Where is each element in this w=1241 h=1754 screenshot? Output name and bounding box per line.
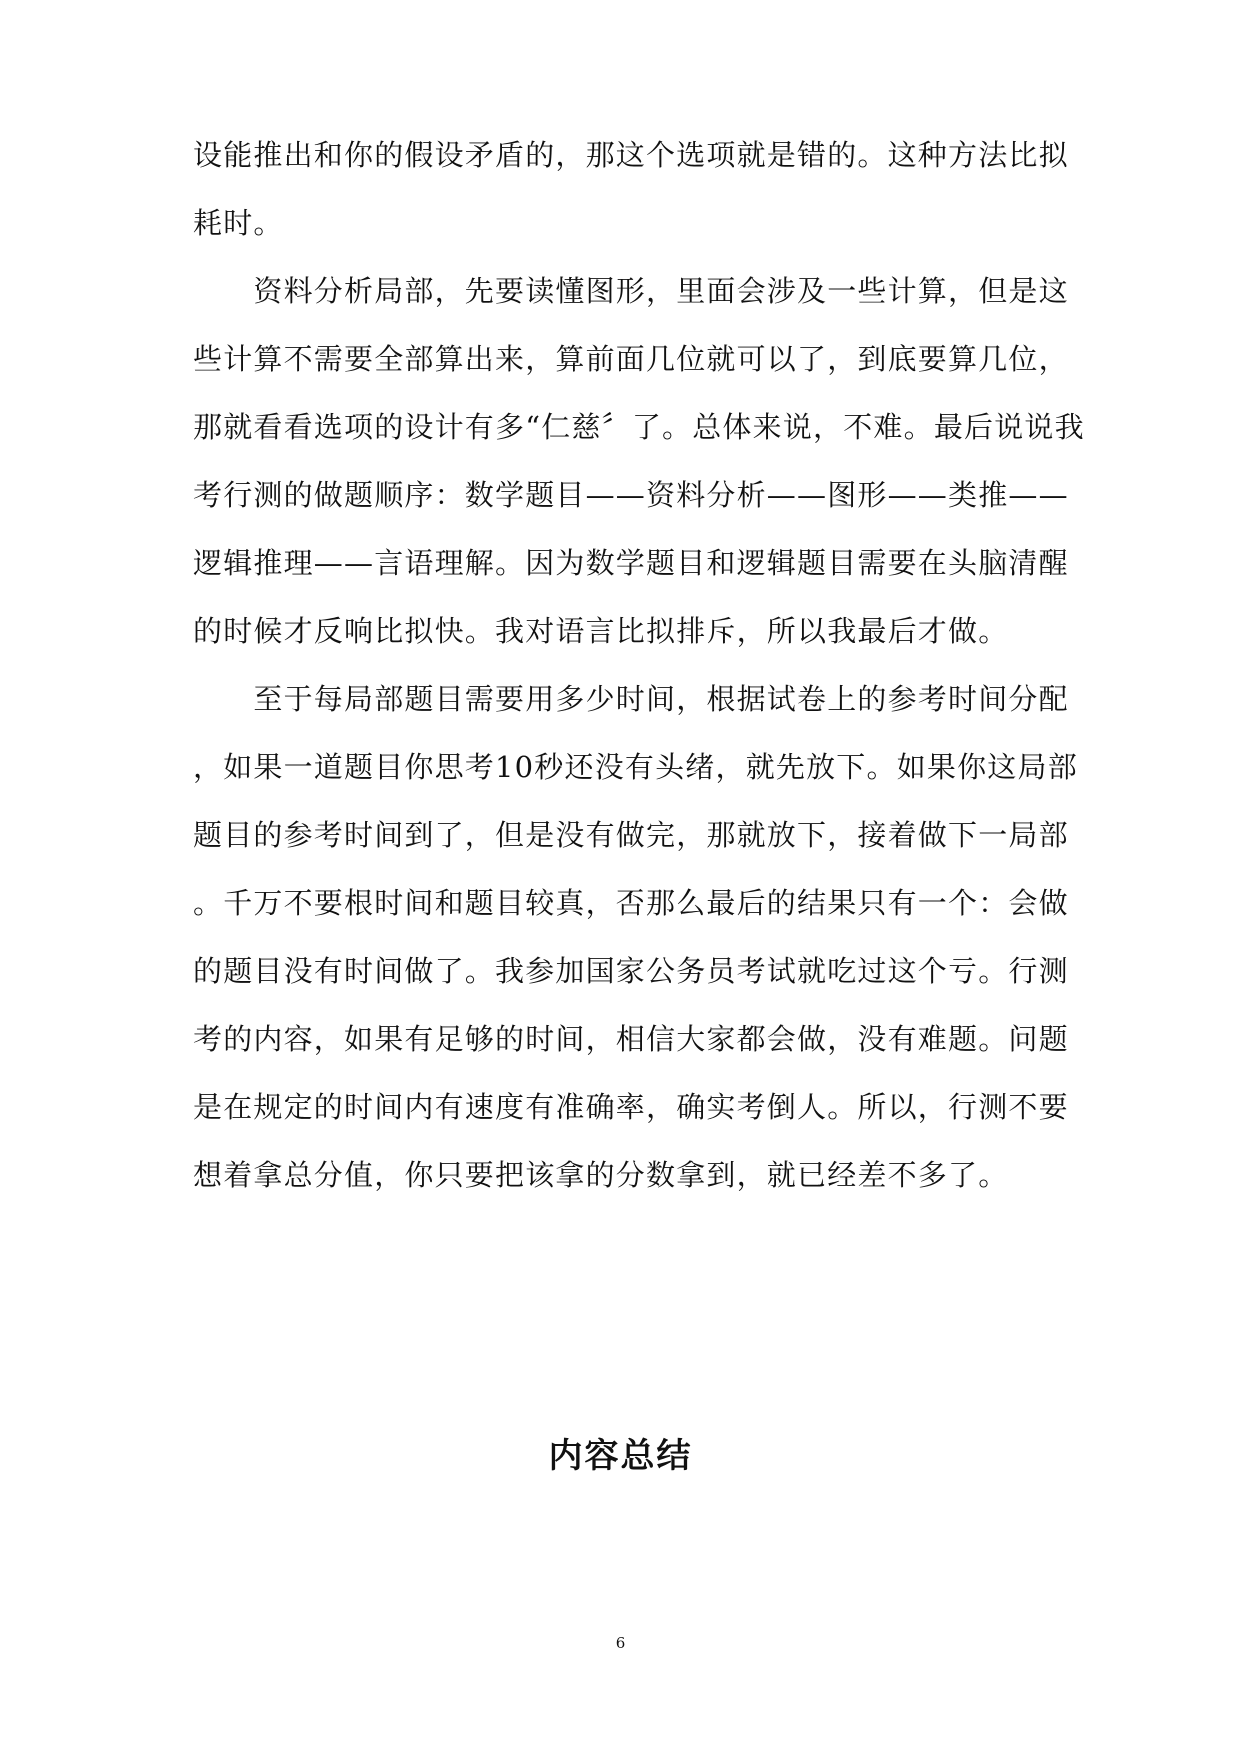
text-line: 耗时。 bbox=[193, 206, 284, 240]
text-line: 至于每局部题目需要用多少时间，根据试卷上的参考时间分配 bbox=[193, 682, 1069, 716]
text-line: 些计算不需要全部算出来，算前面几位就可以了，到底要算几位， bbox=[193, 342, 1069, 376]
text-line: 考行测的做题顺序：数学题目——资料分析——图形——类推—— bbox=[193, 478, 1069, 512]
text-line: ，如果一道题目你思考10秒还没有头绪，就先放下。如果你这局部 bbox=[193, 750, 1078, 784]
page-number: 6 bbox=[615, 1634, 626, 1652]
text-line: 。千万不要根时间和题目较真，否那么最后的结果只有一个：会做 bbox=[193, 886, 1069, 920]
text-line: 逻辑推理——言语理解。因为数学题目和逻辑题目需要在头脑清醒 bbox=[193, 546, 1069, 580]
text-line: 题目的参考时间到了，但是没有做完，那就放下，接着做下一局部 bbox=[193, 818, 1069, 852]
text-line: 设能推出和你的假设矛盾的，那这个选项就是错的。这种方法比拟 bbox=[193, 138, 1069, 172]
text-line: 资料分析局部，先要读懂图形，里面会涉及一些计算，但是这 bbox=[193, 274, 1069, 308]
text-line: 那就看看选项的设计有多“仁慈〞了。总体来说，不难。最后说说我 bbox=[193, 410, 1085, 444]
text-line: 是在规定的时间内有速度有准确率，确实考倒人。所以，行测不要 bbox=[193, 1090, 1069, 1124]
text-line: 的时候才反响比拟快。我对语言比拟排斥，所以我最后才做。 bbox=[193, 614, 1009, 648]
text-line: 的题目没有时间做了。我参加国家公务员考试就吃过这个亏。行测 bbox=[193, 954, 1069, 988]
section-heading: 内容总结 bbox=[548, 1436, 693, 1476]
text-line: 想着拿总分值，你只要把该拿的分数拿到，就已经差不多了。 bbox=[193, 1158, 1009, 1192]
text-line: 考的内容，如果有足够的时间，相信大家都会做，没有难题。问题 bbox=[193, 1022, 1069, 1056]
